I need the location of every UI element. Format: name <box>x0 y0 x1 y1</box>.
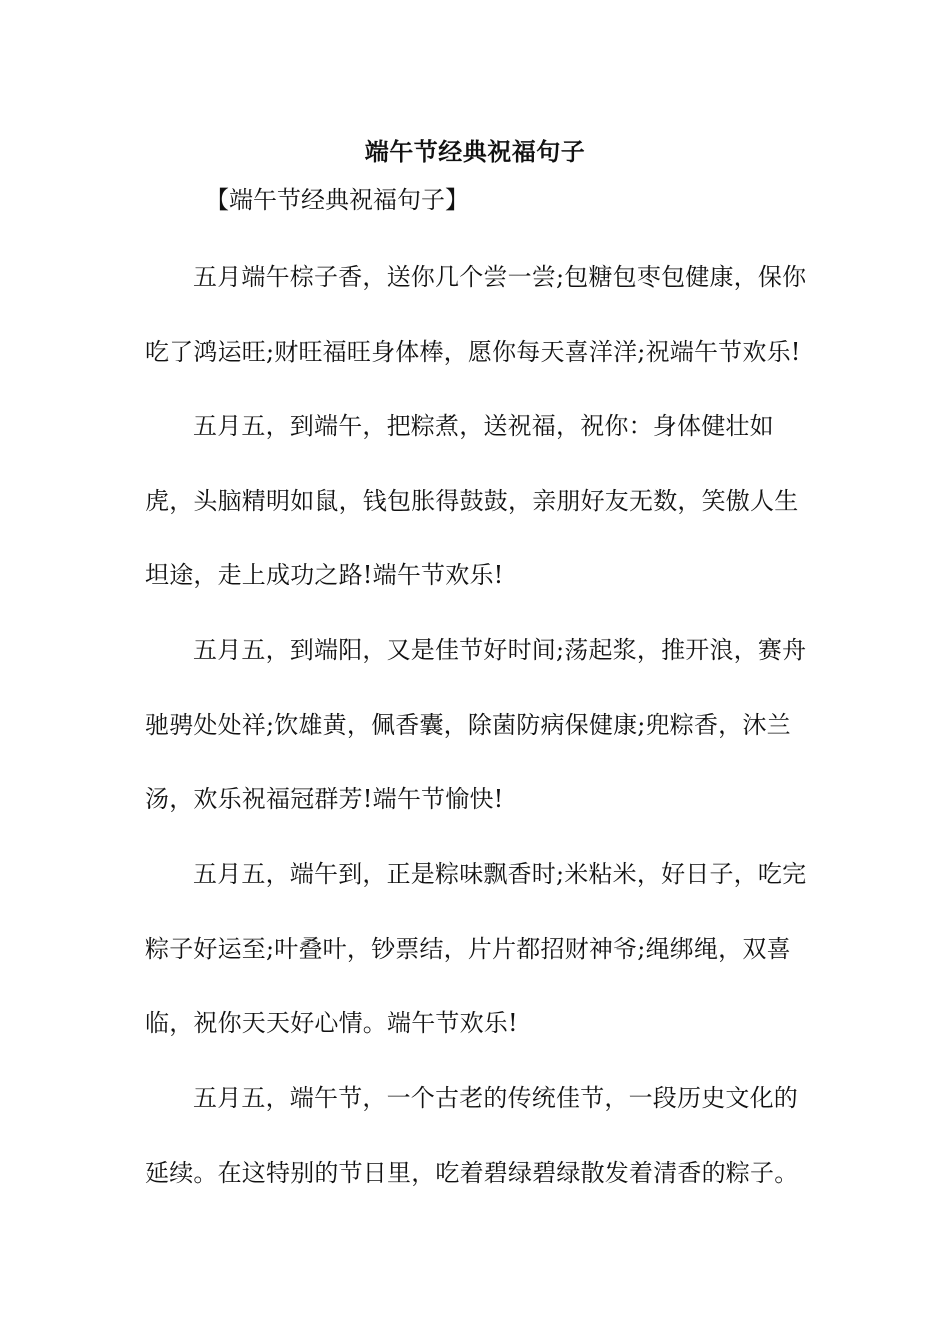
page-title: 端午节经典祝福句子 <box>364 137 586 166</box>
paragraph: 五月五，到端阳，又是佳节好时间;荡起浆，推开浪，赛舟驰骋处处祥;饮雄黄，佩香囊，除菌防病保健康;兜粽香，沐兰汤，欢乐祝福冠群芳!端午节愉快! <box>145 636 807 813</box>
paragraph: 五月五，端午到，正是粽味飘香时;米粘米，好日子，吃完粽子好运至;叶叠叶，钞票结，片片都招财神爷;绳绑绳，双喜临，祝你天天好心情。端午节欢乐! <box>145 860 807 1037</box>
section-heading: 【端午节经典祝福句子】 <box>205 186 469 214</box>
paragraph: 五月五，端午节，一个古老的传统佳节，一段历史文化的延续。在这特别的节日里，吃着碧绿碧绿散发着清香的粽子。 <box>145 1084 799 1187</box>
paragraph: 五月端午棕子香，送你几个尝一尝;包糖包枣包健康，保你吃了鸿运旺;财旺福旺身体棒，愿你每天喜洋洋;祝端午节欢乐! <box>145 263 807 366</box>
paragraph: 五月五，到端午，把粽煮，送祝福，祝你：身体健壮如虎，头脑精明如鼠，钱包胀得鼓鼓，亲朋好友无数，笑傲人生坦途，走上成功之路!端午节欢乐! <box>145 412 799 589</box>
